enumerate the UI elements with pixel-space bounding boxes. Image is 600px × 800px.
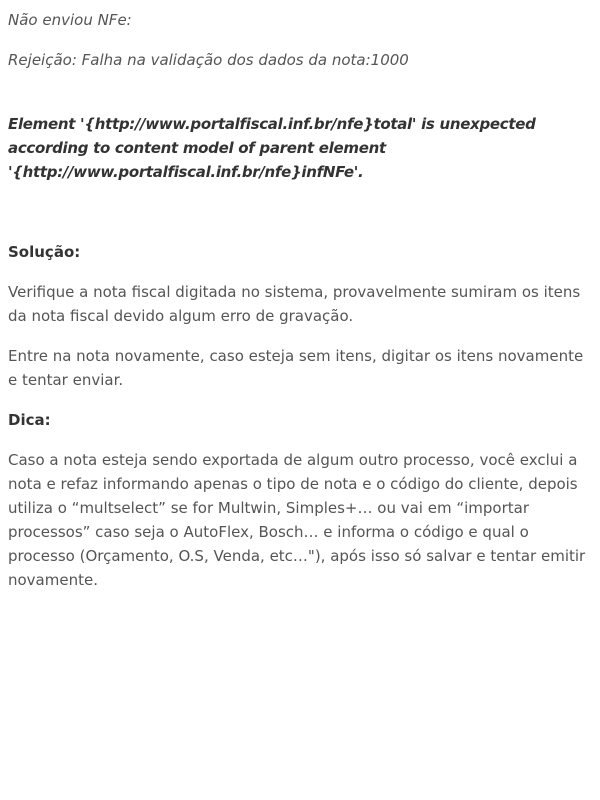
status-line: Não enviou NFe: xyxy=(8,11,132,29)
solution-heading: Solução: xyxy=(8,243,81,261)
tip-paragraph: Caso a nota esteja sendo exportada de algum outro processo, você exclui a nota e refaz informando apenas o tipo de nota e o código do cliente, depois utiliza o “multselect” se for Multwin, Simples+… ou vai em “importar processos” caso seja o AutoFlex, Bosch… e informa o código e qual o processo (Orçamento, O.S, Venda, etc…"), após isso só salvar e tentar emitir novamente. xyxy=(8,451,586,589)
solution-paragraph-2: Entre na nota novamente, caso esteja sem itens, digitar os itens novamente e tentar enviar. xyxy=(8,347,584,389)
tip-heading: Dica: xyxy=(8,411,51,429)
error-message: Element '{http://www.portalfiscal.inf.br/nfe}total' is unexpected according to content model of parent element '{http://www.portalfiscal.inf.br/nfe}infNFe'. xyxy=(8,115,536,181)
rejection-line: Rejeição: Falha na validação dos dados da nota:1000 xyxy=(8,51,409,69)
solution-paragraph-1: Verifique a nota fiscal digitada no sistema, provavelmente sumiram os itens da nota fiscal devido algum erro de gravação. xyxy=(8,283,581,325)
